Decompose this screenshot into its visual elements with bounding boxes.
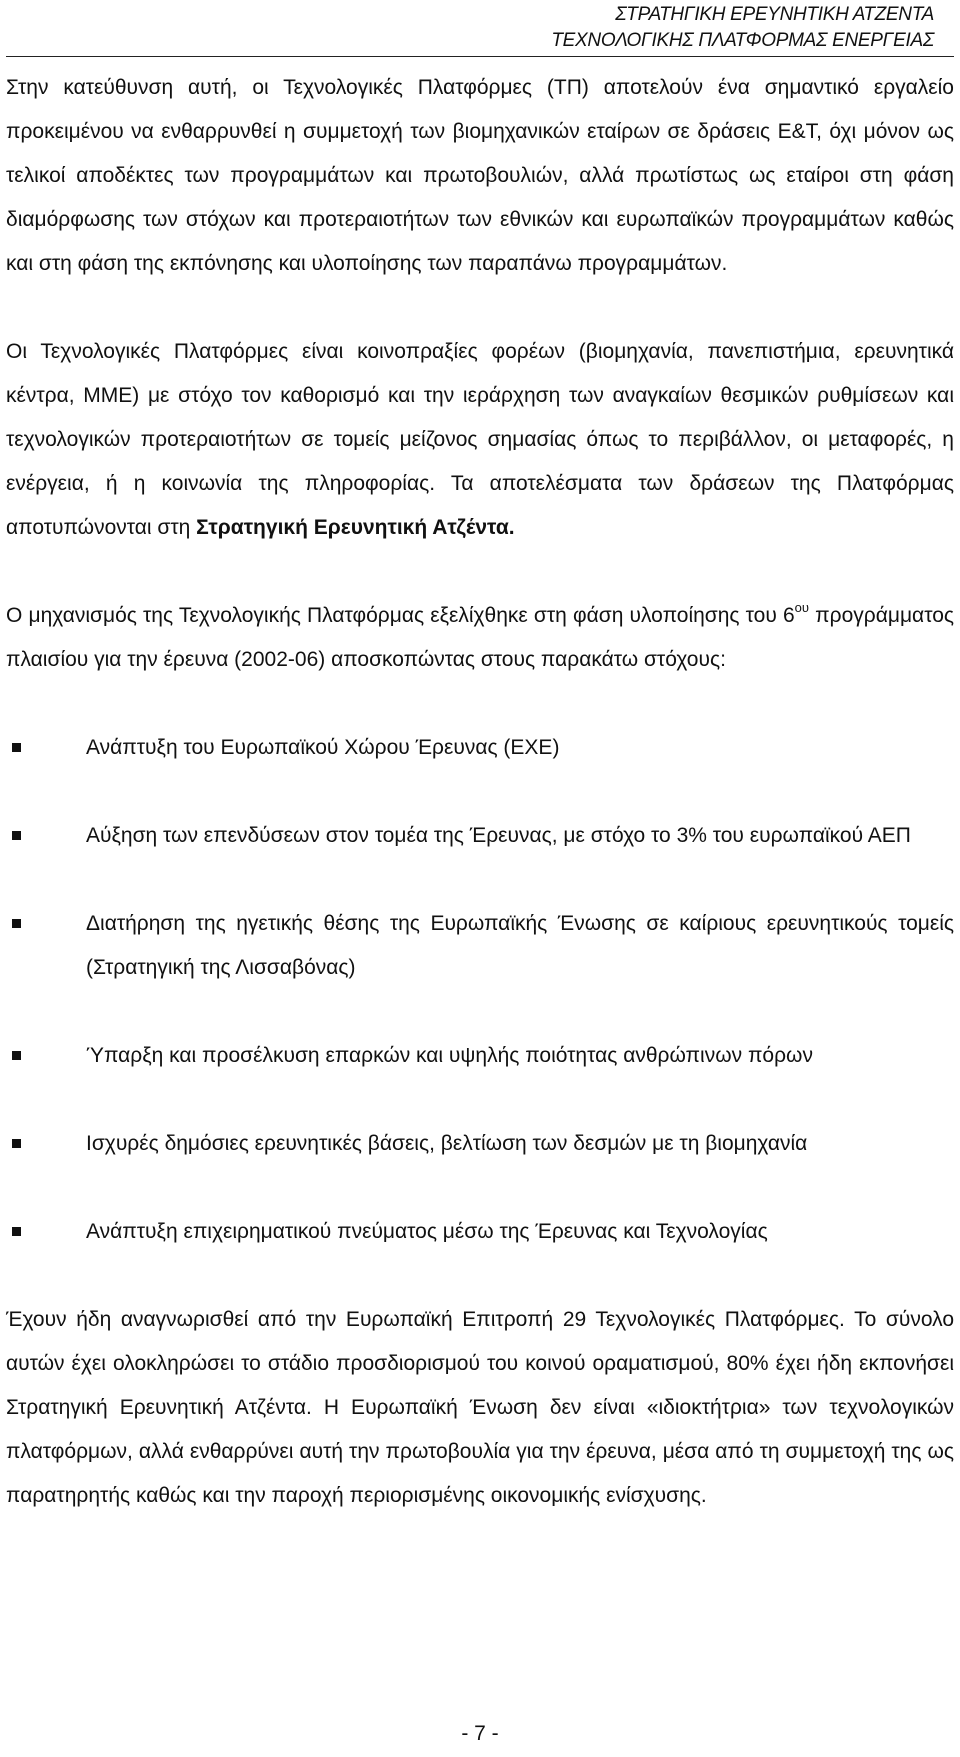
paragraph-text: Οι Τεχνολογικές Πλατφόρμες είναι κοινοπραξίες φορέων (βιομηχανία, πανεπιστήμια, ερευνητικά κέντρα, ΜΜΕ) με στόχο τον καθορισμό και την ιεράρχηση των αναγκαίων θεσμικών ρυθμίσεων και τεχνολογικών προτεραιοτήτων σε τομείς μείζονος σημασίας όπως το περιβάλλον, οι μεταφορές, η ενέργεια, ή η κοινωνία της πληροφορίας. Τα αποτελέσματα των δράσεων της Πλατφόρμας αποτυπώνονται στη	[6, 340, 954, 539]
list-item-text: Ισχυρές δημόσιες ερευνητικές βάσεις, βελτίωση των δεσμών με τη βιομηχανία	[86, 1132, 808, 1155]
square-bullet-icon	[12, 743, 21, 752]
running-header	[514, 2, 934, 54]
list-item-text: Ύπαρξη και προσέλκυση επαρκών και υψηλής ποιότητας ανθρώπινων πόρων	[86, 1044, 813, 1067]
list-item-text: Αύξηση των επενδύσεων στον τομέα της Έρευνας, με στόχο το 3% του ευρωπαϊκού ΑΕΠ	[86, 824, 911, 847]
paragraph-technology-platforms-intro: Στην κατεύθυνση αυτή, οι Τεχνολογικές Πλατφόρμες (ΤΠ) αποτελούν ένα σημαντικό εργαλείο προκειμένου να ενθαρρυνθεί η συμμετοχή των βιομηχανικών εταίρων σε δράσεις Ε&Τ, όχι μόνον ως τελικοί αποδέκτες των προγραμμάτων και πρωτοβουλιών, αλλά πρωτίστως ως εταίροι στη φάση διαμόρφωσης των στόχων και προτεραιοτήτων των εθνικών και ευρωπαϊκών προγραμμάτων καθώς και στη φάση της εκπόνησης και υλοποίησης των παραπάνω προγραμμάτων.	[6, 76, 954, 275]
page-number: - 7 -	[461, 1722, 499, 1745]
square-bullet-icon	[12, 831, 21, 840]
paragraph-mechanism	[6, 594, 954, 682]
ordinal-superscript: ου	[794, 600, 810, 615]
paragraph-recognised-platforms: Έχουν ήδη αναγνωρισθεί από την Ευρωπαϊκή Επιτροπή 29 Τεχνολογικές Πλατφόρμες. Το σύνολο αυτών έχει ολοκληρώσει το στάδιο προσδιορισμού του κοινού οραματισμού, 80% έχει ήδη εκπονήσει Στρατηγική Ερευνητική Ατζέντα. Η Ευρωπαϊκή Ένωση δεν είναι «ιδιοκτήτρια» των τεχνολογικών πλατφόρμων, αλλά ενθαρρύνει αυτή την πρωτοβουλία για την έρευνα, μέσα από τη συμμετοχή της ως παρατηρητής καθώς και την παροχή περιορισμένης οικονομικής ενίσχυσης.	[6, 1308, 954, 1507]
list-item	[6, 726, 954, 770]
paragraph-technology-platforms-definition	[6, 330, 954, 550]
list-item-text: Ανάπτυξη του Ευρωπαϊκού Χώρου Έρευνας (ΕΧΕ)	[86, 736, 560, 759]
document-body	[6, 66, 954, 1562]
list-item-text: Διατήρηση της ηγετικής θέσης της Ευρωπαϊκής Ένωσης σε καίριους ερευνητικούς τομείς (Στρατηγική της Λισσαβόνας)	[86, 912, 954, 979]
square-bullet-icon	[12, 1051, 21, 1060]
list-item	[6, 814, 954, 858]
square-bullet-icon	[12, 1227, 21, 1236]
square-bullet-icon	[12, 919, 21, 928]
list-item	[6, 1210, 954, 1254]
list-item	[6, 1034, 954, 1078]
list-item	[6, 902, 954, 990]
list-item-text: Ανάπτυξη επιχειρηματικού πνεύματος μέσω της Έρευνας και Τεχνολογίας	[86, 1220, 768, 1243]
header-title-line-1: ΣΤΡΑΤΗΓΙΚΗ ΕΡΕΥΝΗΤΙΚΗ ΑΤΖΕΝΤΑ	[615, 4, 934, 25]
paragraph-text: Ο μηχανισμός της Τεχνολογικής Πλατφόρμας εξελίχθηκε στη φάση υλοποίησης του 6	[6, 604, 795, 627]
header-divider	[6, 56, 954, 57]
square-bullet-icon	[12, 1139, 21, 1148]
objectives-list	[6, 726, 954, 1254]
list-item	[6, 1122, 954, 1166]
header-title-line-2: ΤΕΧΝΟΛΟΓΙΚΗΣ ΠΛΑΤΦΟΡΜΑΣ ΕΝΕΡΓΕΙΑΣ	[551, 30, 934, 51]
paragraph-text: προγράμματος πλαισίου για την έρευνα (2002-06) αποσκοπώντας στους παρακάτω στόχους:	[6, 604, 954, 671]
strategic-research-agenda-bold: Στρατηγική Ερευνητική Ατζέντα.	[196, 516, 515, 539]
